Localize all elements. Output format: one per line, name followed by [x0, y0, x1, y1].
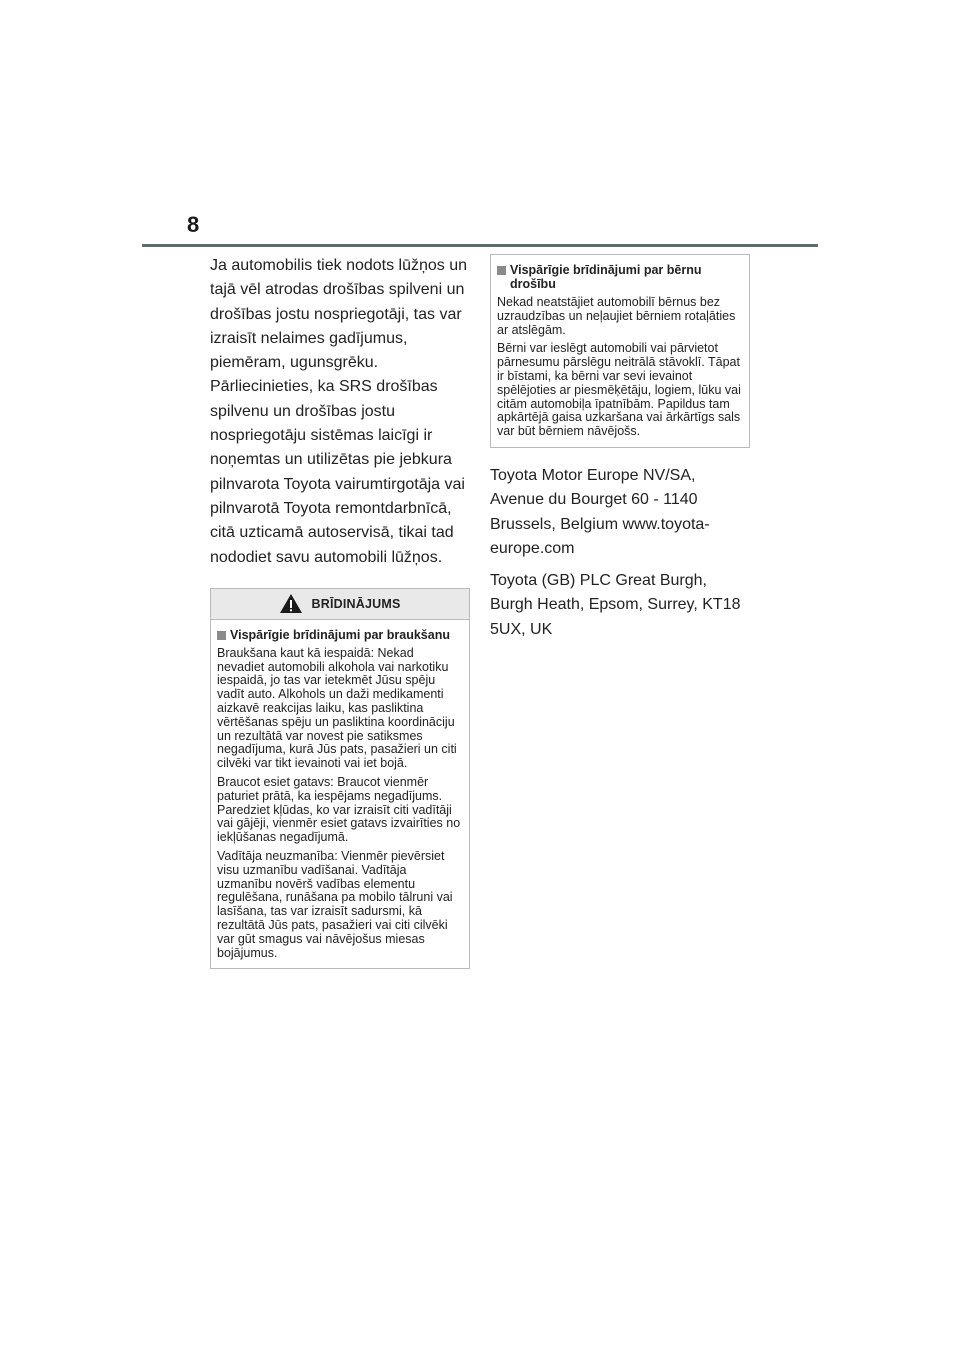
warning-triangle-icon [279, 593, 303, 614]
warning-title: BRĪDINĀJUMS [311, 596, 401, 611]
warning-paragraph: Nekad neatstājiet automobilī bērnus bez uzraudzības un neļaujiet bērniem rotaļāties ar atslēgām. [497, 295, 736, 337]
warning-header [211, 589, 469, 620]
address-toyota-gb: Toyota (GB) PLC Great Burgh, Burgh Heath, Epsom, Surrey, KT18 5UX, UK [490, 572, 741, 638]
warning-paragraph: Braukšana kaut kā iespaidā: Nekad nevadiet automobili alkohola vai narkotiku iespaidā, jo tas var ietekmēt Jūsu spēju vadīt auto. Alkohols un daži medikamenti aizkavē reakcijas laiku, kas pasliktina vērtēšanas spēju un pasliktina koordināciju un rezultātā var novest pie satiksmes negadījuma, kurā Jūs pats, pasažieri un citi cilvēki var tikt ievainoti vai iet bojā. [217, 645, 457, 771]
warning-paragraph: Braucot esiet gatavs: Braucot vienmēr paturiet prātā, ka iespējams negadījums. Paredziet kļūdas, ko var izraisīt citi vadītāji vai gājēji, vienmēr esiet gatavs izvairīties no iekļūšanas negadījumā. [217, 775, 461, 845]
warning-box-child-safety [490, 254, 750, 448]
header-rule [142, 244, 818, 247]
address-block [490, 464, 752, 642]
address-toyota-europe: Toyota Motor Europe NV/SA, Avenue du Bourget 60 - 1140 Brussels, Belgium www.toyota-europe.com [490, 466, 710, 557]
right-column [490, 254, 752, 650]
warning-section-title: Vispārīgie brīdinājumi par braukšanu [230, 627, 450, 642]
warning-paragraph: Vadītāja neuzmanība: Vienmēr pievērsiet visu uzmanību vadīšanai. Vadītāja uzmanību novērš vadības elementu regulēšana, runāšana pa mobilo tālruni vai lasīšana, tas var izraisīt sadursmi, kā rezultātā Jūs pats, pasažieri vai citi cilvēki var gūt smagus vai nāvējošus miesas bojājumus. [217, 849, 453, 960]
page-number: 8 [187, 212, 200, 237]
square-bullet-icon [497, 266, 506, 275]
warning-body [211, 620, 469, 969]
warning-paragraph: Bērni var ieslēgt automobili vai pārvietot pārnesumu pārslēgu neitrālā stāvoklī. Tāpat ir bīstami, ka bērni var sevi ievainot spēlējoties ar piesmēķētāju, logiem, lūku vai citām automobiļa īpatnībām. Papildus tam apkārtējā gaisa uzkaršana vai ārkārtīgs sals var būt bērniem nāvējošs. [497, 341, 741, 439]
warning-section-heading [217, 628, 464, 642]
warning-section-heading [497, 263, 744, 291]
left-column [210, 254, 470, 969]
scrapping-paragraph: Ja automobilis tiek nodots lūžņos un tajā vēl atrodas drošības spilveni un drošības jostu nospriegotāji, tas var izraisīt nelaimes gadījumus, piemēram, ugunsgrēku. Pārliecinieties, ka SRS drošības spilvenu un drošības jostu nospriegotāju sistēmas laicīgi ir noņemtas un utilizētas pie jebkura pilnvarota Toyota vairumtirgotāja vai pilnvarotā Toyota remontdarbnīcā, citā uzticamā autoservisā, tikai tad nododiet savu automobili lūžņos. [210, 257, 468, 566]
square-bullet-icon [217, 631, 226, 640]
warning-box-driving [210, 588, 470, 970]
warning-section-title: Vispārīgie brīdinājumi par bērnu drošību [510, 263, 702, 291]
warning-body [491, 255, 749, 447]
